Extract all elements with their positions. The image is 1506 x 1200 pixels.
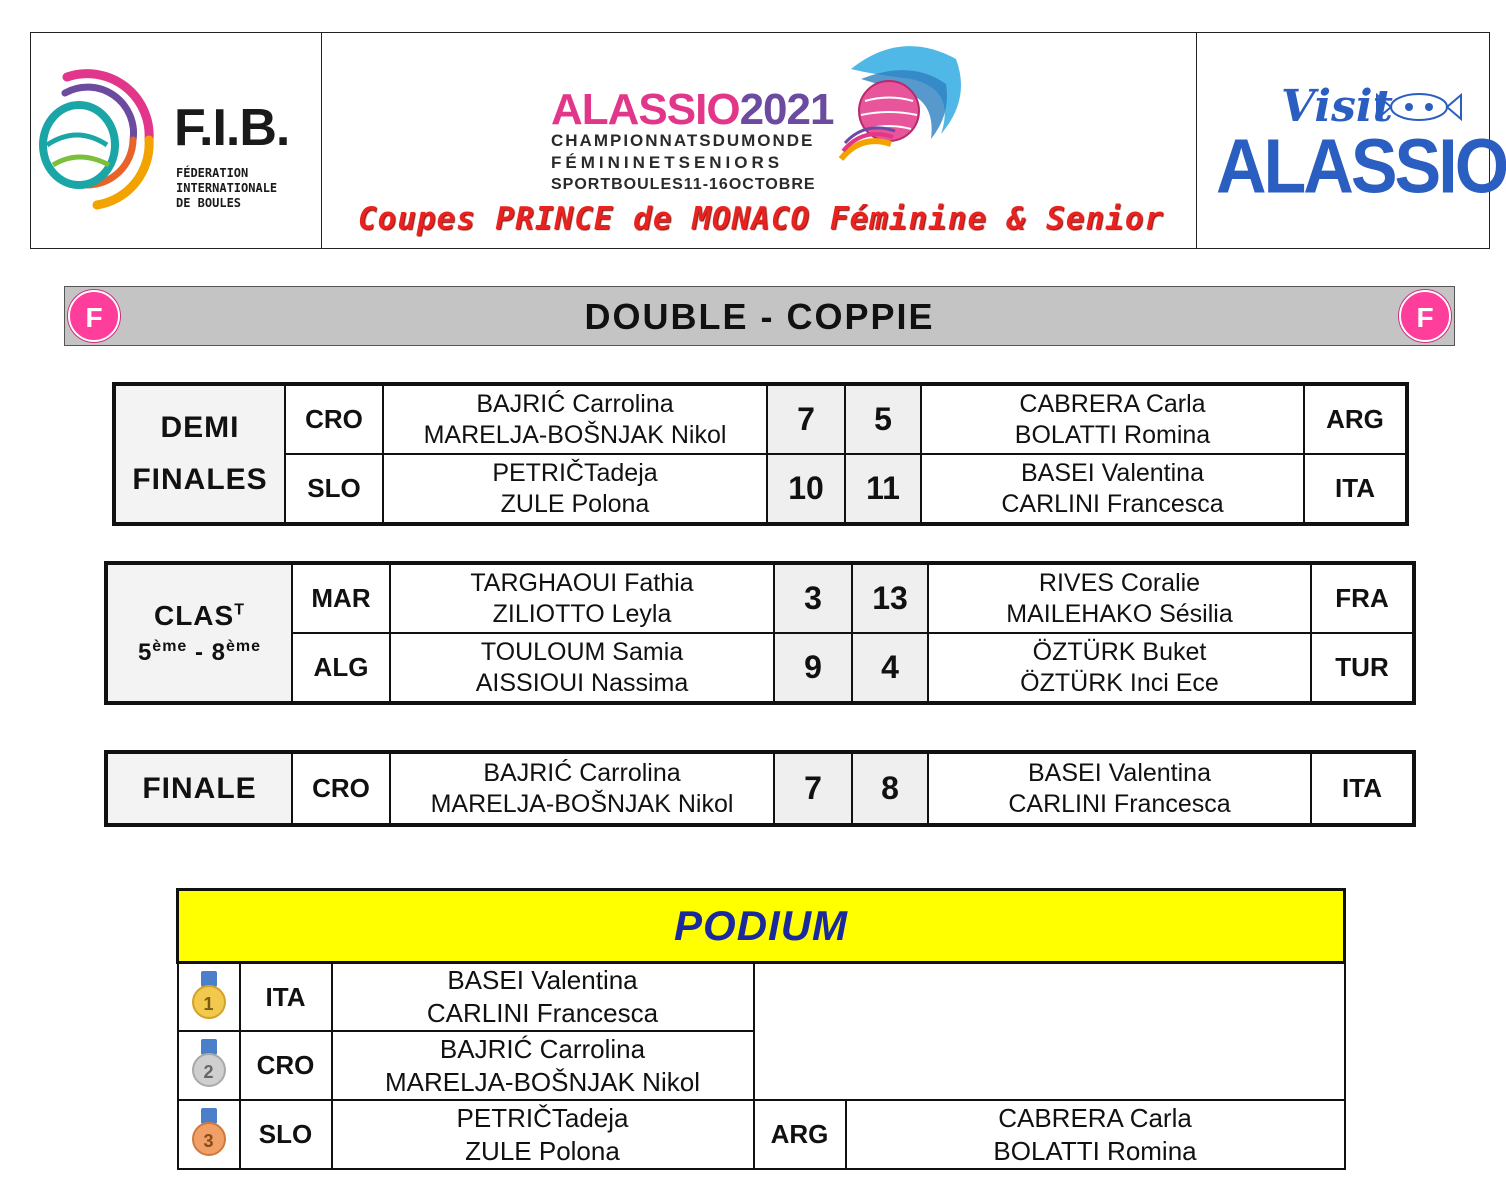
label-sup: T bbox=[234, 601, 245, 619]
classification-table bbox=[106, 563, 1414, 703]
table-row bbox=[107, 753, 1413, 824]
team-names bbox=[332, 1031, 754, 1100]
label-line bbox=[108, 600, 291, 632]
visit-script: Visit bbox=[1281, 81, 1393, 132]
country: TUR bbox=[1311, 633, 1413, 702]
banner-title: DOUBLE - COPPIE bbox=[584, 296, 935, 337]
event-line: SPORTBOULES11-16OCTOBRE bbox=[551, 176, 816, 193]
event-line: FÉMININETSENIORS bbox=[551, 153, 784, 172]
score: 5 bbox=[845, 385, 921, 454]
event-title-year: 2021 bbox=[739, 85, 834, 134]
player-name: BASEI Valentina bbox=[1021, 458, 1204, 487]
player-name: BAJRIĆ Carrolina bbox=[483, 758, 681, 787]
country: SLO bbox=[240, 1100, 332, 1169]
score: 4 bbox=[852, 633, 928, 702]
player-name: TARGHAOUI Fathia bbox=[470, 568, 694, 597]
table-row bbox=[178, 963, 1345, 1032]
badge-left: F bbox=[68, 290, 120, 342]
header bbox=[30, 32, 1506, 249]
country: ITA bbox=[1304, 454, 1406, 523]
player-name: ZULE Polona bbox=[465, 1135, 620, 1166]
header-divider bbox=[1196, 33, 1197, 248]
team-names bbox=[921, 454, 1304, 523]
podium-title: PODIUM bbox=[674, 902, 849, 949]
podium-table bbox=[176, 888, 1346, 1170]
team-names bbox=[390, 633, 774, 702]
gold-medal-icon: 1 bbox=[192, 971, 226, 1019]
medal-cell bbox=[178, 963, 240, 1032]
table-row bbox=[107, 564, 1413, 633]
country: FRA bbox=[1311, 564, 1413, 633]
label-text: CLAS bbox=[153, 599, 235, 631]
player-name: MARELJA-BOŠNJAK Nikol bbox=[385, 1066, 700, 1097]
score: 13 bbox=[852, 564, 928, 633]
semifinals-table bbox=[114, 384, 1407, 524]
player-name: CARLINI Francesca bbox=[1008, 789, 1231, 818]
fib-name: F.I.B. bbox=[174, 99, 290, 157]
label-line: DEMI bbox=[160, 411, 240, 444]
final-table bbox=[106, 752, 1414, 825]
team-names bbox=[921, 385, 1304, 454]
country: SLO bbox=[285, 454, 383, 523]
semifinals-label bbox=[115, 385, 285, 523]
player-name: ÖZTÜRK Buket bbox=[1032, 637, 1207, 666]
header-divider bbox=[321, 33, 322, 248]
score: 7 bbox=[774, 753, 852, 824]
label-line: FINALES bbox=[132, 463, 268, 496]
player-name: MAILEHAKO Sésilia bbox=[1006, 599, 1233, 628]
event-line: CHAMPIONNATSDUMONDE bbox=[551, 131, 815, 150]
badge-right: F bbox=[1399, 290, 1451, 342]
player-name: RIVES Coralie bbox=[1038, 568, 1201, 597]
player-name: AISSIOUI Nassima bbox=[475, 668, 689, 697]
fib-logo-icon bbox=[37, 65, 165, 215]
player-name: CARLINI Francesca bbox=[1001, 489, 1224, 518]
player-name: PETRIČTadeja bbox=[456, 1102, 629, 1133]
country: CRO bbox=[292, 753, 390, 824]
player-name: MARELJA-BOŠNJAK Nikol bbox=[430, 789, 734, 818]
fib-sub-line: DE BOULES bbox=[176, 196, 242, 210]
podium-header bbox=[178, 890, 1345, 963]
visit-alassio: ALASSIO bbox=[1216, 123, 1506, 209]
fib-sub-line: INTERNATIONALE bbox=[176, 181, 278, 195]
team-names bbox=[846, 1100, 1345, 1169]
team-names bbox=[383, 385, 767, 454]
country: ITA bbox=[1311, 753, 1413, 824]
player-name: ZILIOTTO Leyla bbox=[492, 599, 672, 628]
score: 11 bbox=[845, 454, 921, 523]
label-sup: ème bbox=[226, 637, 262, 655]
country: ALG bbox=[292, 633, 390, 702]
table-row bbox=[115, 454, 1406, 523]
player-name: MARELJA-BOŠNJAK Nikol bbox=[423, 420, 727, 449]
score: 9 bbox=[774, 633, 852, 702]
label-text: 8 bbox=[211, 638, 227, 666]
country: ARG bbox=[754, 1100, 846, 1169]
event-title bbox=[551, 85, 833, 135]
wave-ball-logo-icon bbox=[831, 39, 971, 169]
team-names bbox=[332, 963, 754, 1032]
player-name: BAJRIĆ Carrolina bbox=[439, 1033, 646, 1064]
player-name: BASEI Valentina bbox=[447, 965, 638, 995]
label-line bbox=[108, 638, 291, 667]
table-row bbox=[115, 385, 1406, 454]
country: CRO bbox=[285, 385, 383, 454]
team-names bbox=[390, 564, 774, 633]
player-name: BAJRIĆ Carrolina bbox=[476, 389, 674, 418]
country: MAR bbox=[292, 564, 390, 633]
score: 3 bbox=[774, 564, 852, 633]
silver-medal-icon: 2 bbox=[192, 1039, 226, 1087]
player-name: PETRIČTadeja bbox=[492, 458, 658, 487]
player-name: BOLATTI Romina bbox=[993, 1135, 1197, 1166]
table-row bbox=[178, 1100, 1345, 1169]
bronze-medal-icon: 3 bbox=[192, 1108, 226, 1156]
country: ARG bbox=[1304, 385, 1406, 454]
empty-cell bbox=[754, 963, 1345, 1101]
player-name: CARLINI Francesca bbox=[426, 998, 659, 1028]
score: 10 bbox=[767, 454, 845, 523]
table-row bbox=[107, 633, 1413, 702]
label-text: - bbox=[187, 638, 212, 666]
team-names bbox=[928, 564, 1311, 633]
player-name: ÖZTÜRK Inci Ece bbox=[1020, 668, 1219, 697]
country: CRO bbox=[240, 1031, 332, 1100]
team-names bbox=[332, 1100, 754, 1169]
medal-cell bbox=[178, 1100, 240, 1169]
team-names bbox=[928, 753, 1311, 824]
team-names bbox=[383, 454, 767, 523]
medal-cell bbox=[178, 1031, 240, 1100]
fib-sub-line: FÉDERATION bbox=[176, 166, 249, 180]
event-title-name: ALASSIO bbox=[551, 85, 740, 134]
player-name: TOULOUM Samia bbox=[480, 637, 684, 666]
country: ITA bbox=[240, 963, 332, 1032]
podium-title-cell bbox=[178, 890, 1345, 963]
coupes-title: Coupes PRINCE de MONACO Féminine & Senior bbox=[357, 201, 1165, 237]
team-names bbox=[390, 753, 774, 824]
label-text: 5 bbox=[137, 638, 153, 666]
player-name: BASEI Valentina bbox=[1028, 758, 1211, 787]
score: 7 bbox=[767, 385, 845, 454]
score: 8 bbox=[852, 753, 928, 824]
final-label: FINALE bbox=[107, 753, 292, 824]
label-sup: ème bbox=[152, 637, 188, 655]
banner bbox=[64, 286, 1455, 346]
player-name: CABRERA Carla bbox=[1019, 389, 1206, 418]
classification-label bbox=[107, 564, 292, 702]
candy-decoration-icon bbox=[1373, 89, 1465, 125]
player-name: CABRERA Carla bbox=[998, 1102, 1192, 1133]
player-name: BOLATTI Romina bbox=[1014, 420, 1211, 449]
player-name: ZULE Polona bbox=[500, 489, 650, 518]
team-names bbox=[928, 633, 1311, 702]
